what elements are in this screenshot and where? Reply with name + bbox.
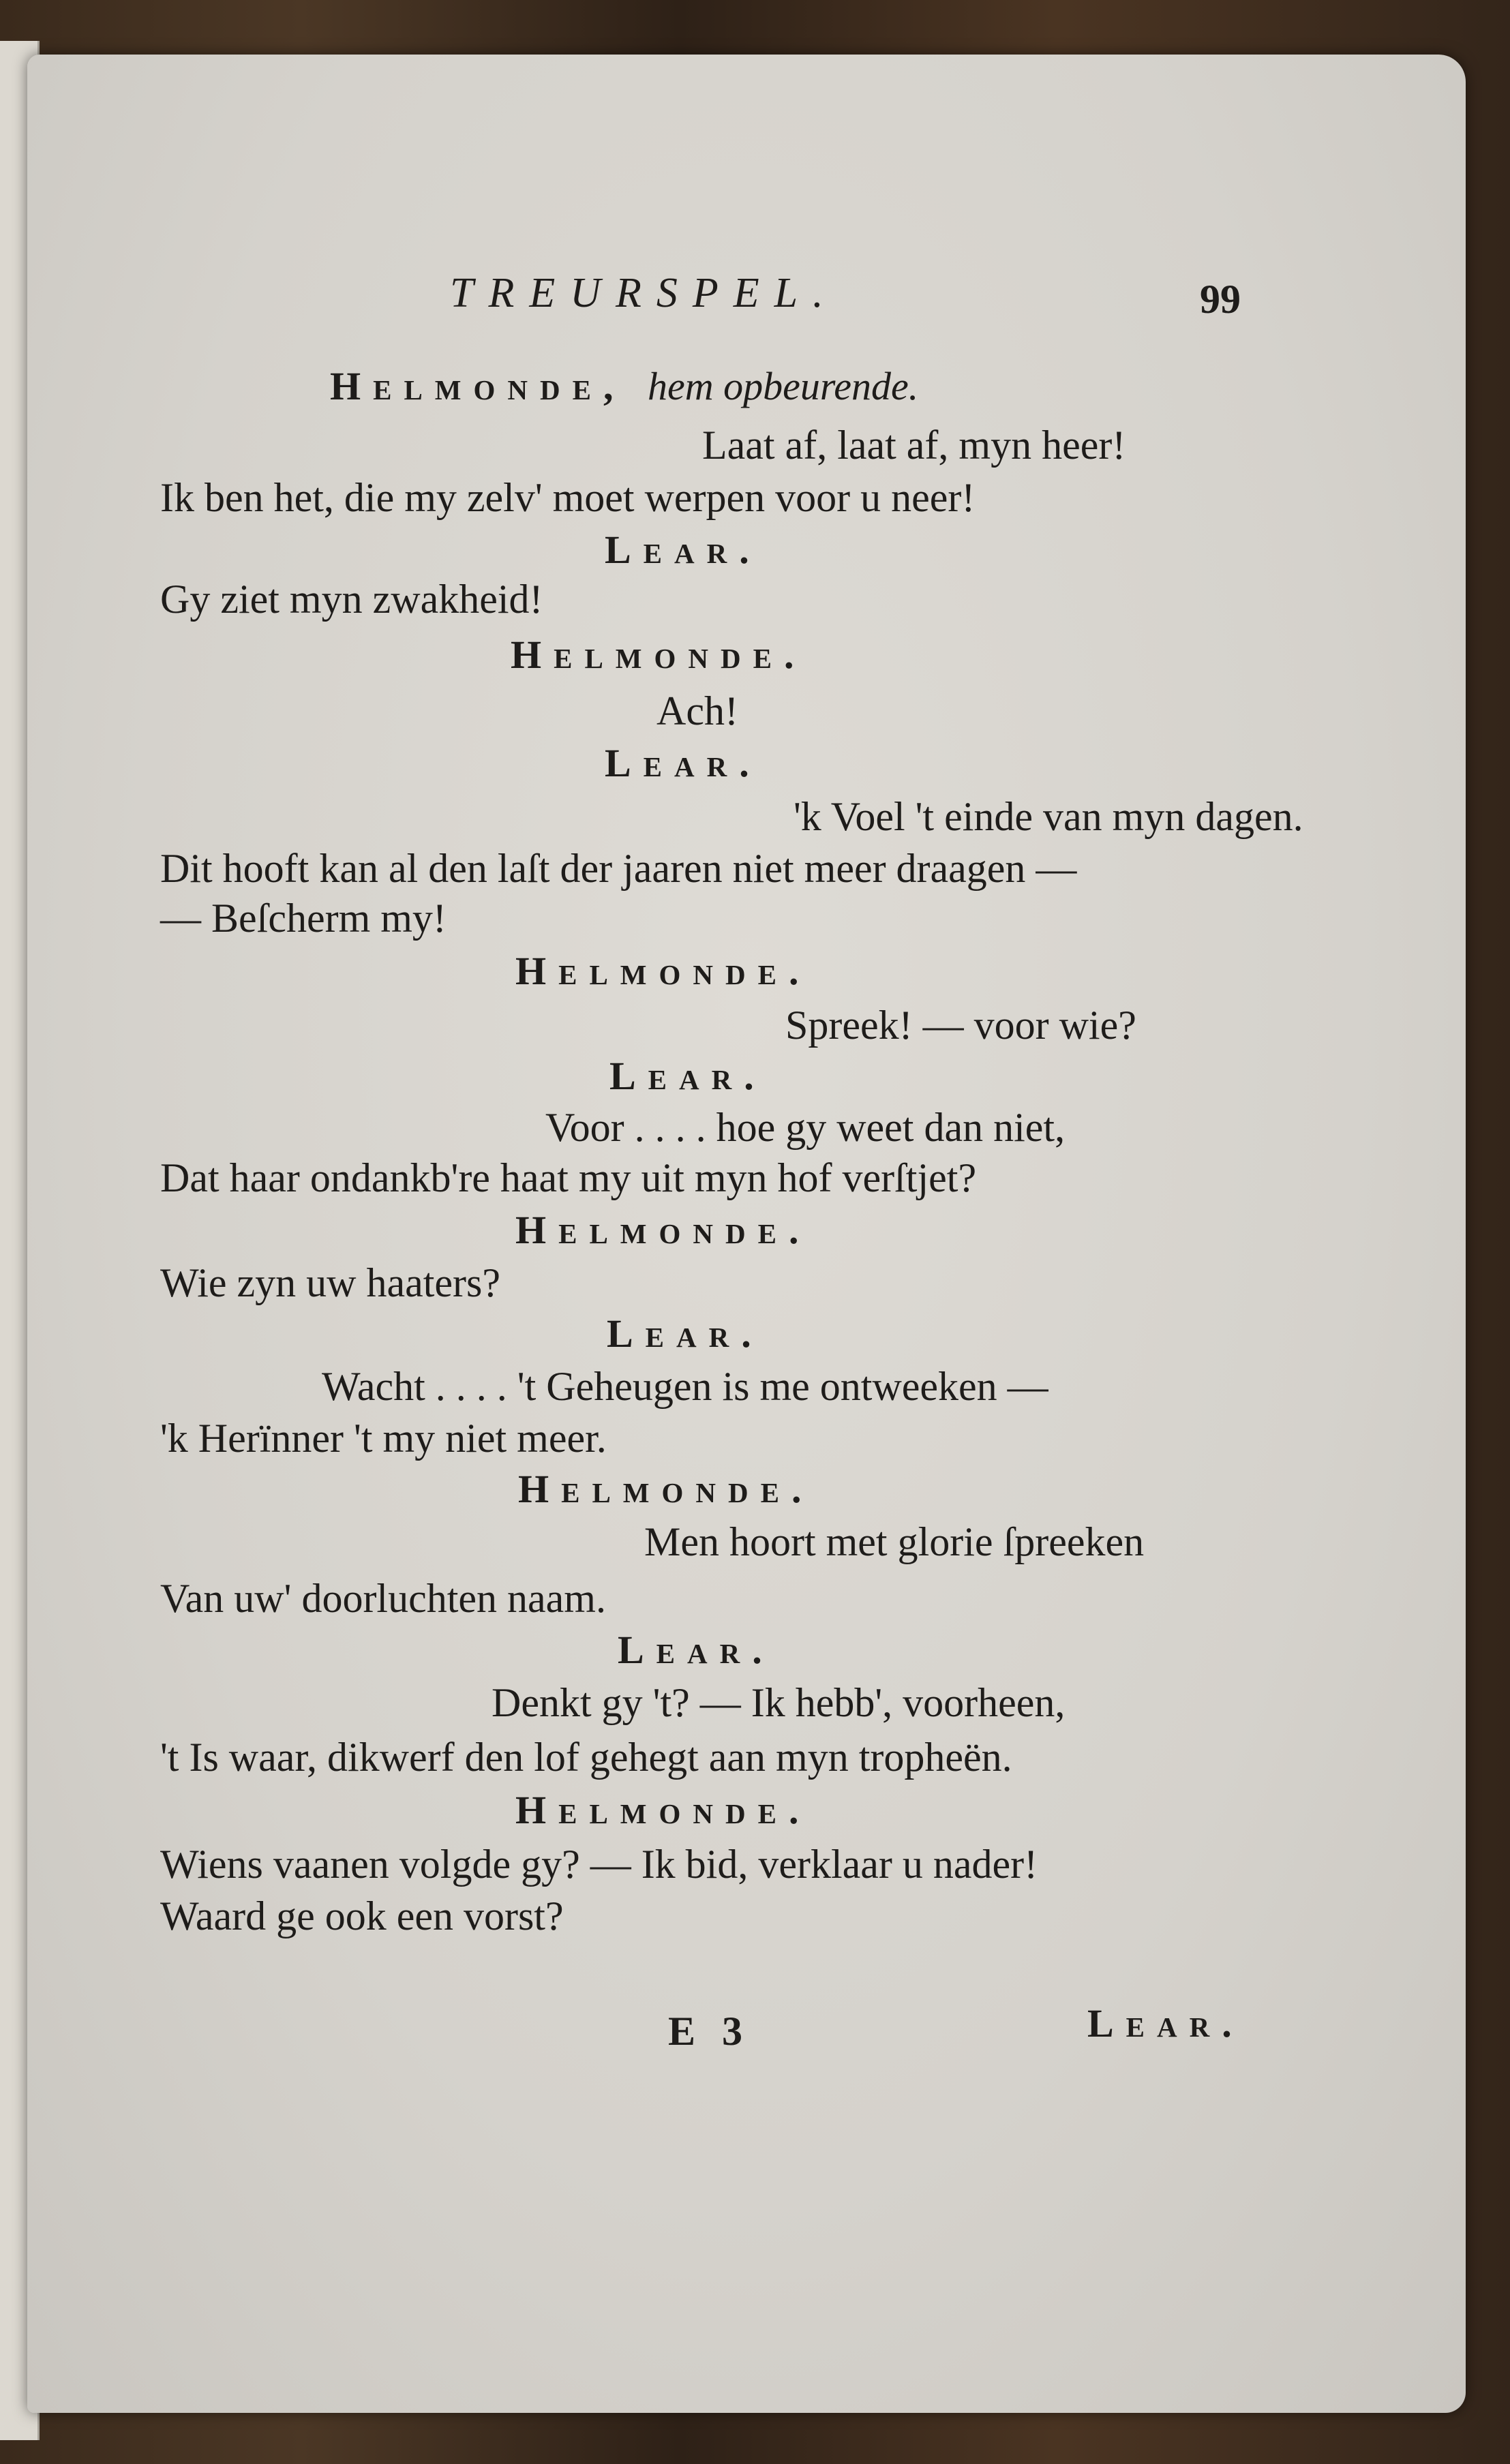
speaker-heading: Helmonde. [515, 1208, 811, 1252]
speaker-heading: Helmonde. [511, 633, 806, 677]
speaker-heading: Helmonde. [515, 1788, 811, 1832]
speaker-heading: Lear. [605, 741, 761, 785]
catchword: Lear. [1087, 2001, 1244, 2045]
speaker-heading: Helmonde. [518, 1467, 814, 1511]
verse-line: Dat haar ondankb're haat my uit myn hof verſtjet? [160, 1155, 977, 1200]
speaker-heading: Lear. [607, 1311, 764, 1356]
speaker-heading: Lear. [609, 1054, 766, 1098]
speaker-heading: Lear. [605, 528, 761, 572]
verse-line: Ach! [656, 688, 738, 733]
verse-line: Gy ziet myn zwakheid! [160, 577, 543, 622]
signature-mark: E 3 [668, 2009, 751, 2054]
running-title: TREURSPEL. [450, 270, 839, 316]
verse-line: Van uw' doorluchten naam. [160, 1576, 606, 1621]
verse-line: Wiens vaanen volgde gy? — Ik bid, verklaar u nader! [160, 1842, 1038, 1887]
verse-line: 'k Voel 't einde van myn dagen. [794, 794, 1303, 839]
stage-direction: hem opbeurende. [647, 364, 919, 408]
verse-line: Waard ge ook een vorst? [160, 1893, 564, 1938]
verse-line: Dit hooft kan al den laſt der jaaren niet meer draagen — [160, 846, 1077, 891]
verse-line: Wie zyn uw haaters? [160, 1260, 501, 1305]
verse-line: — Beſcherm my! [160, 896, 447, 941]
verse-line: Ik ben het, die my zelv' moet werpen voor u neer! [160, 475, 976, 520]
verse-line: Men hoort met glorie ſpreeken [644, 1519, 1145, 1564]
speaker-heading: Helmonde. [515, 949, 811, 993]
speaker-heading: Lear. [618, 1628, 774, 1672]
page-number: 99 [1200, 277, 1241, 322]
verse-line: Laat af, laat af, myn heer! [702, 423, 1126, 468]
speaker-heading [330, 364, 919, 408]
speaker-name: Helmonde, [330, 364, 626, 408]
verse-line: Voor . . . . hoe gy weet dan niet, [545, 1105, 1066, 1150]
verse-line: 'k Herïnner 't my niet meer. [160, 1416, 607, 1461]
verse-line: 't Is waar, dikwerf den lof gehegt aan myn tropheën. [160, 1735, 1012, 1780]
verse-line: Spreek! — voor wie? [785, 1003, 1136, 1048]
verse-line: Wacht . . . . 't Geheugen is me ontweeken — [322, 1364, 1048, 1409]
verse-line: Denkt gy 't? — Ik hebb', voorheen, [492, 1680, 1066, 1725]
